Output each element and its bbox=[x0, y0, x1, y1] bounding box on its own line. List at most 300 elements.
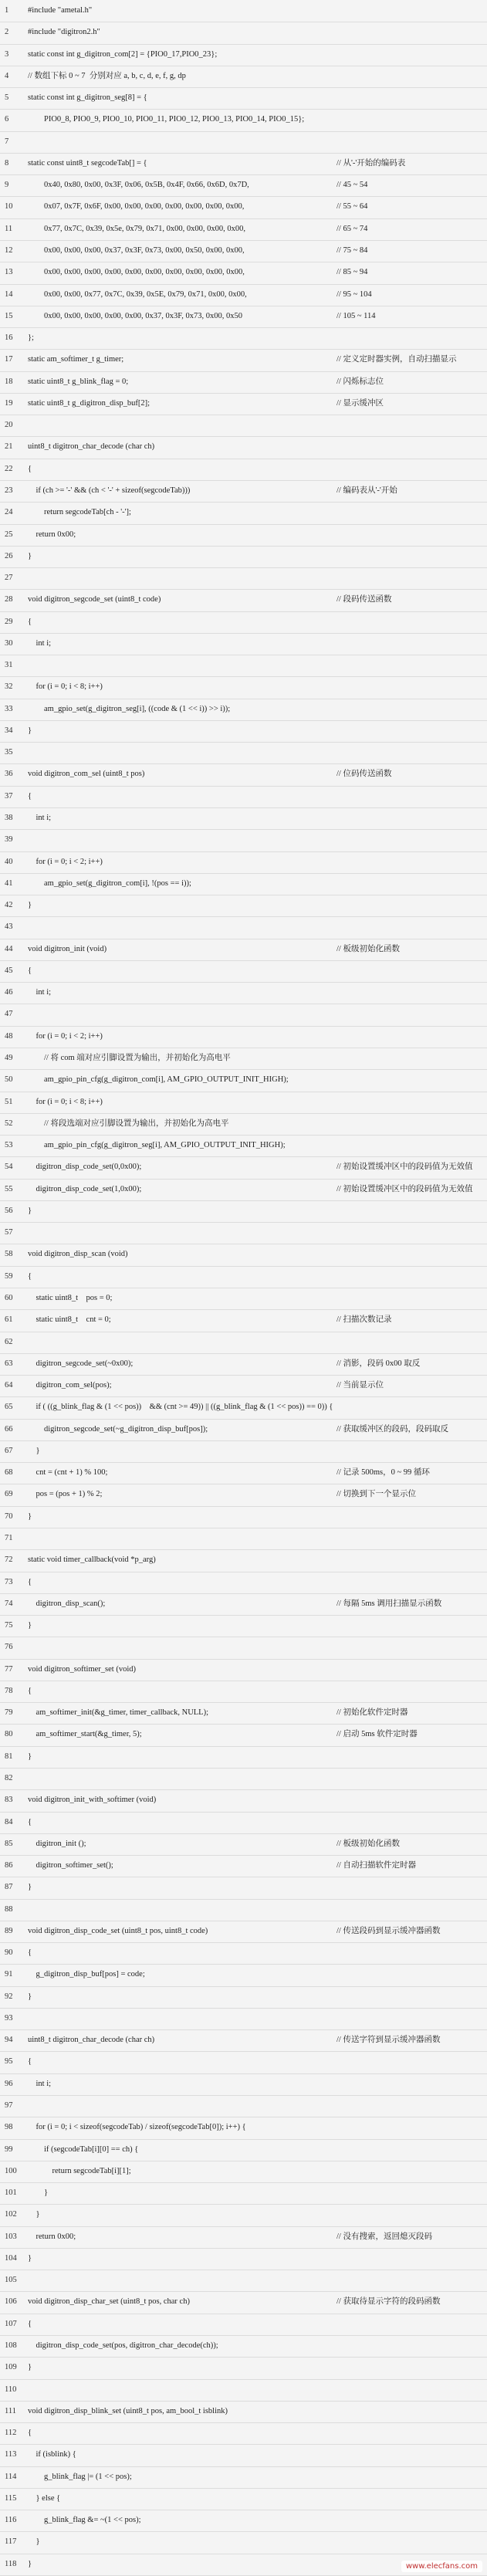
code-line bbox=[0, 2444, 487, 2466]
line-number: 56 bbox=[5, 1206, 13, 1215]
code-cell bbox=[28, 763, 481, 785]
line-number: 100 bbox=[5, 2166, 17, 2175]
line-number: 46 bbox=[5, 988, 13, 997]
code-line bbox=[0, 1528, 487, 1550]
code-text: static const uint8_t segcodeTab[] = { bbox=[28, 158, 147, 168]
comment-text: // 95 ~ 104 bbox=[337, 289, 372, 299]
code-line bbox=[0, 480, 487, 503]
code-text: am_softimer_start(&g_timer, 5); bbox=[28, 1730, 142, 1739]
code-text: } bbox=[28, 1752, 32, 1761]
line-number: 29 bbox=[5, 617, 13, 626]
line-number: 34 bbox=[5, 726, 13, 735]
code-line bbox=[0, 763, 487, 786]
code-text: }; bbox=[28, 333, 34, 343]
code-line bbox=[0, 131, 487, 154]
line-number: 23 bbox=[5, 486, 13, 495]
line-number: 85 bbox=[5, 1839, 13, 1848]
line-number: 40 bbox=[5, 857, 13, 866]
code-line bbox=[0, 1004, 487, 1026]
code-line bbox=[0, 939, 487, 961]
code-text: for (i = 0; i < 2; i++) bbox=[28, 857, 103, 866]
code-line bbox=[0, 1200, 487, 1223]
code-line bbox=[0, 1506, 487, 1528]
line-number: 70 bbox=[5, 1511, 13, 1521]
line-number: 5 bbox=[5, 93, 9, 103]
code-text: void digitron_disp_code_set (uint8_t pos, uint8_t code) bbox=[28, 1926, 208, 1935]
code-text: #include "ametal.h" bbox=[28, 6, 93, 15]
line-number: 53 bbox=[5, 1141, 13, 1150]
line-number: 15 bbox=[5, 311, 13, 320]
code-cell bbox=[28, 2531, 481, 2553]
line-number: 84 bbox=[5, 1817, 13, 1826]
code-line bbox=[0, 1026, 487, 1048]
code-cell bbox=[28, 1069, 481, 1091]
code-line bbox=[0, 87, 487, 110]
code-line bbox=[0, 1877, 487, 1899]
line-number: 107 bbox=[5, 2319, 17, 2328]
code-text: 0x00, 0x00, 0x00, 0x00, 0x00, 0x00, 0x00, 0x00, 0x00, 0x00, bbox=[28, 268, 245, 277]
line-number: 60 bbox=[5, 1294, 13, 1302]
comment-text: // 自动扫描软件定时器 bbox=[337, 1861, 416, 1870]
line-number: 38 bbox=[5, 814, 13, 823]
code-cell bbox=[28, 2161, 481, 2182]
code-text: digitron_segcode_set(~g_digitron_disp_buf[pos]); bbox=[28, 1424, 208, 1434]
line-number: 116 bbox=[5, 2516, 17, 2525]
code-cell bbox=[28, 1288, 481, 1309]
line-number: 117 bbox=[5, 2537, 17, 2547]
code-cell bbox=[28, 1092, 481, 1113]
line-number: 44 bbox=[5, 944, 13, 953]
code-cell bbox=[28, 153, 481, 174]
comment-text: // 传送段码到显示缓冲器函数 bbox=[337, 1926, 441, 1935]
code-text: cnt = (cnt + 1) % 100; bbox=[28, 1468, 108, 1478]
code-cell bbox=[28, 371, 481, 393]
code-text: 0x00, 0x00, 0x00, 0x37, 0x3F, 0x73, 0x00, 0x50, 0x00, 0x00, bbox=[28, 245, 245, 255]
code-line bbox=[0, 633, 487, 655]
code-line bbox=[0, 2226, 487, 2249]
line-number: 36 bbox=[5, 770, 13, 779]
code-cell bbox=[28, 939, 481, 960]
code-cell bbox=[28, 2510, 481, 2531]
code-text: static void timer_callback(void *p_arg) bbox=[28, 1555, 156, 1565]
code-line bbox=[0, 2008, 487, 2030]
code-line bbox=[0, 1440, 487, 1463]
line-number: 31 bbox=[5, 661, 13, 670]
line-number: 68 bbox=[5, 1468, 13, 1478]
code-text: void digitron_disp_char_set (uint8_t pos, char ch) bbox=[28, 2297, 190, 2307]
code-line bbox=[0, 2029, 487, 2052]
comment-text: // 启动 5ms 软件定时器 bbox=[337, 1730, 418, 1739]
code-text: static uint8_t pos = 0; bbox=[28, 1294, 113, 1302]
comment-text: // 传送字符到显示缓冲器函数 bbox=[337, 2036, 441, 2045]
line-number: 14 bbox=[5, 289, 13, 299]
code-line bbox=[0, 1222, 487, 1244]
code-line bbox=[0, 349, 487, 371]
code-cell bbox=[28, 1309, 481, 1331]
line-number: 94 bbox=[5, 2036, 13, 2045]
code-line bbox=[0, 2095, 487, 2117]
line-number: 27 bbox=[5, 574, 13, 583]
line-number: 2 bbox=[5, 28, 9, 37]
code-cell bbox=[28, 2314, 481, 2335]
code-text: static am_softimer_t g_timer; bbox=[28, 355, 124, 364]
line-number: 75 bbox=[5, 1621, 13, 1630]
comment-text: // 板级初始化函数 bbox=[337, 944, 400, 953]
code-cell bbox=[28, 1964, 481, 1985]
code-text: 0x07, 0x7F, 0x6F, 0x00, 0x00, 0x00, 0x00, 0x00, 0x00, 0x00, bbox=[28, 202, 245, 212]
code-cell bbox=[28, 786, 481, 807]
code-line bbox=[0, 1593, 487, 1616]
line-number: 21 bbox=[5, 442, 13, 452]
code-line bbox=[0, 1921, 487, 1943]
code-cell bbox=[28, 240, 481, 262]
code-line bbox=[0, 1375, 487, 1397]
code-text: int i; bbox=[28, 2079, 52, 2088]
code-cell bbox=[28, 699, 481, 720]
code-text: PIO0_8, PIO0_9, PIO0_10, PIO0_11, PIO0_12, PIO0_13, PIO0_14, PIO0_15}; bbox=[28, 115, 305, 124]
line-number: 64 bbox=[5, 1381, 13, 1390]
code-text: digitron_com_sel(pos); bbox=[28, 1381, 112, 1390]
code-cell bbox=[28, 196, 481, 218]
line-number: 98 bbox=[5, 2123, 13, 2132]
code-text: if ( ((g_blink_flag & (1 << pos)) && (cnt >= 49)) || ((g_blink_flag & (1 << pos)) == 0)) { bbox=[28, 1403, 333, 1412]
code-cell bbox=[28, 807, 481, 829]
code-line bbox=[0, 589, 487, 611]
code-cell bbox=[28, 1833, 481, 1855]
code-cell bbox=[28, 546, 481, 567]
code-text: // 将 com 端对应引脚设置为输出，并初始化为高电平 bbox=[28, 1054, 231, 1063]
line-number: 10 bbox=[5, 202, 13, 212]
code-line bbox=[0, 1288, 487, 1310]
code-line bbox=[0, 546, 487, 568]
code-cell bbox=[28, 480, 481, 502]
code-text: } bbox=[28, 1206, 32, 1215]
code-text: { bbox=[28, 1686, 32, 1695]
code-cell bbox=[28, 895, 481, 916]
code-line bbox=[0, 2248, 487, 2270]
code-line bbox=[0, 240, 487, 262]
code-cell bbox=[28, 611, 481, 633]
code-cell bbox=[28, 1789, 481, 1811]
code-line bbox=[0, 1986, 487, 2009]
code-line bbox=[0, 415, 487, 437]
comment-text: // 扫描次数记录 bbox=[337, 1315, 392, 1325]
code-text: g_blink_flag &= ~(1 << pos); bbox=[28, 2516, 141, 2525]
code-cell bbox=[28, 1681, 481, 1702]
code-line bbox=[0, 2139, 487, 2161]
code-line bbox=[0, 1484, 487, 1506]
code-text: for (i = 0; i < 8; i++) bbox=[28, 682, 103, 692]
code-line bbox=[0, 676, 487, 699]
code-cell bbox=[28, 1942, 481, 1964]
code-cell bbox=[28, 174, 481, 196]
line-number: 90 bbox=[5, 1948, 13, 1958]
line-number: 118 bbox=[5, 2559, 17, 2568]
code-text: { bbox=[28, 464, 32, 473]
line-number: 87 bbox=[5, 1883, 13, 1892]
code-line bbox=[0, 916, 487, 939]
line-number: 104 bbox=[5, 2253, 17, 2263]
code-text: void digitron_softimer_set (void) bbox=[28, 1664, 136, 1674]
code-text: 0x40, 0x80, 0x00, 0x3F, 0x06, 0x5B, 0x4F, 0x66, 0x6D, 0x7D, bbox=[28, 181, 249, 190]
comment-text: // 每隔 5ms 调用扫描显示函数 bbox=[337, 1599, 442, 1608]
code-text: g_blink_flag |= (1 << pos); bbox=[28, 2472, 132, 2481]
code-text: static uint8_t g_blink_flag = 0; bbox=[28, 377, 129, 386]
line-number: 7 bbox=[5, 137, 9, 146]
code-line bbox=[0, 393, 487, 415]
code-cell bbox=[28, 327, 481, 349]
line-number: 83 bbox=[5, 1796, 13, 1805]
line-number: 43 bbox=[5, 922, 13, 932]
comment-text: // 初始设置缓冲区中的段码值为无效值 bbox=[337, 1163, 473, 1172]
code-text: { bbox=[28, 1817, 32, 1826]
code-text: void digitron_disp_blink_set (uint8_t pos, am_bool_t isblink) bbox=[28, 2406, 228, 2415]
comment-text: // 获取待显示字符的段码函数 bbox=[337, 2297, 441, 2307]
code-text: } bbox=[28, 1883, 32, 1892]
code-cell bbox=[28, 109, 481, 130]
code-cell bbox=[28, 2051, 481, 2073]
code-text: } else { bbox=[28, 2493, 61, 2503]
code-text: if (ch >= '-' && (ch < '-' + sizeof(segcodeTab))) bbox=[28, 486, 191, 495]
code-cell bbox=[28, 459, 481, 480]
line-number: 65 bbox=[5, 1403, 13, 1412]
line-number: 18 bbox=[5, 377, 13, 386]
code-cell bbox=[28, 2204, 481, 2226]
line-number: 101 bbox=[5, 2188, 17, 2198]
code-line bbox=[0, 1702, 487, 1725]
comment-text: // 消影，段码 0x00 取反 bbox=[337, 1359, 421, 1368]
code-cell bbox=[28, 1877, 481, 1898]
code-cell bbox=[28, 1572, 481, 1593]
code-text: static const int g_digitron_seg[8] = { bbox=[28, 93, 147, 103]
code-text: { bbox=[28, 1577, 32, 1586]
code-text: } bbox=[28, 1511, 32, 1521]
code-line bbox=[0, 2510, 487, 2532]
line-number: 113 bbox=[5, 2450, 17, 2459]
line-number: 45 bbox=[5, 966, 13, 975]
line-number: 106 bbox=[5, 2297, 17, 2307]
line-number: 105 bbox=[5, 2276, 17, 2285]
code-text: int i; bbox=[28, 638, 52, 648]
code-line bbox=[0, 1572, 487, 1594]
code-text: digitron_disp_scan(); bbox=[28, 1599, 106, 1608]
line-number: 103 bbox=[5, 2232, 17, 2241]
line-number: 61 bbox=[5, 1315, 13, 1325]
line-number: 96 bbox=[5, 2079, 13, 2088]
code-line bbox=[0, 2422, 487, 2445]
code-text: am_softimer_init(&g_timer, timer_callback, NULL); bbox=[28, 1708, 209, 1718]
code-text: if (isblink) { bbox=[28, 2450, 76, 2459]
line-number: 33 bbox=[5, 704, 13, 713]
code-cell bbox=[28, 1659, 481, 1681]
line-number: 114 bbox=[5, 2472, 17, 2481]
code-cell bbox=[28, 1375, 481, 1396]
code-cell bbox=[28, 1048, 481, 1069]
code-text: } bbox=[28, 551, 32, 560]
code-line bbox=[0, 2531, 487, 2554]
code-text: { bbox=[28, 617, 32, 626]
code-line bbox=[0, 1681, 487, 1703]
code-text: digitron_disp_code_set(0,0x00); bbox=[28, 1163, 142, 1172]
code-cell bbox=[28, 1506, 481, 1528]
line-number: 4 bbox=[5, 71, 9, 80]
code-text: } bbox=[28, 726, 32, 735]
code-line bbox=[0, 371, 487, 394]
code-line bbox=[0, 2270, 487, 2292]
code-cell bbox=[28, 960, 481, 982]
code-text: void digitron_init_with_softimer (void) bbox=[28, 1796, 157, 1805]
code-text: return segcodeTab[ch - '-']; bbox=[28, 508, 131, 517]
code-cell bbox=[28, 873, 481, 895]
code-line bbox=[0, 1964, 487, 1986]
line-number: 39 bbox=[5, 835, 13, 845]
code-cell bbox=[28, 1549, 481, 1571]
comment-text: // 85 ~ 94 bbox=[337, 268, 368, 277]
line-number: 110 bbox=[5, 2385, 17, 2394]
code-cell bbox=[28, 87, 481, 109]
code-cell bbox=[28, 2357, 481, 2378]
code-cell bbox=[28, 2401, 481, 2422]
code-text: pos = (pos + 1) % 2; bbox=[28, 1490, 103, 1499]
code-line bbox=[0, 1048, 487, 1070]
code-line bbox=[0, 851, 487, 874]
code-line bbox=[0, 1244, 487, 1266]
comment-text: // 从'-'开始的编码表 bbox=[337, 158, 406, 168]
line-number: 8 bbox=[5, 158, 9, 168]
code-line bbox=[0, 196, 487, 218]
code-line bbox=[0, 2314, 487, 2336]
comment-text: // 65 ~ 74 bbox=[337, 224, 368, 233]
line-number: 42 bbox=[5, 901, 13, 910]
code-line bbox=[0, 1637, 487, 1659]
code-text: { bbox=[28, 2057, 32, 2067]
code-cell bbox=[28, 2073, 481, 2095]
code-line bbox=[0, 436, 487, 459]
code-text: void digitron_segcode_set (uint8_t code) bbox=[28, 595, 161, 604]
code-text: return segcodeTab[i][1]; bbox=[28, 2166, 131, 2175]
code-cell bbox=[28, 44, 481, 66]
line-number: 69 bbox=[5, 1490, 13, 1499]
code-cell bbox=[28, 1244, 481, 1265]
code-line bbox=[0, 459, 487, 481]
code-line bbox=[0, 2488, 487, 2510]
code-line bbox=[0, 895, 487, 917]
code-cell bbox=[28, 218, 481, 240]
code-text: uint8_t digitron_char_decode (char ch) bbox=[28, 2036, 155, 2045]
code-line bbox=[0, 44, 487, 66]
line-number: 47 bbox=[5, 1010, 13, 1019]
line-number: 1 bbox=[5, 6, 9, 15]
code-cell bbox=[28, 2139, 481, 2161]
line-number: 57 bbox=[5, 1228, 13, 1237]
code-line bbox=[0, 1179, 487, 1201]
line-number: 9 bbox=[5, 181, 9, 190]
line-number: 25 bbox=[5, 530, 13, 539]
line-number: 22 bbox=[5, 464, 13, 473]
line-number: 17 bbox=[5, 355, 13, 364]
code-text: static uint8_t cnt = 0; bbox=[28, 1315, 111, 1325]
code-text: for (i = 0; i < sizeof(segcodeTab) / sizeof(segcodeTab[0]); i++) { bbox=[28, 2123, 246, 2132]
code-line bbox=[0, 218, 487, 241]
code-line bbox=[0, 655, 487, 677]
comment-text: // 编码表从'-'开始 bbox=[337, 486, 397, 495]
code-text: digitron_disp_code_set(1,0x00); bbox=[28, 1184, 142, 1193]
code-cell bbox=[28, 1702, 481, 1724]
line-number: 67 bbox=[5, 1446, 13, 1455]
comment-text: // 初始设置缓冲区中的段码值为无效值 bbox=[337, 1184, 473, 1193]
comment-text: // 获取缓冲区的段码，段码取反 bbox=[337, 1424, 448, 1434]
code-line bbox=[0, 829, 487, 851]
code-line bbox=[0, 1353, 487, 1376]
code-line bbox=[0, 1419, 487, 1441]
line-number: 81 bbox=[5, 1752, 13, 1761]
code-cell bbox=[28, 2466, 481, 2488]
line-number: 91 bbox=[5, 1970, 13, 1979]
comment-text: // 板级初始化函数 bbox=[337, 1839, 400, 1848]
code-line bbox=[0, 1659, 487, 1681]
code-line bbox=[0, 327, 487, 350]
code-cell bbox=[28, 436, 481, 458]
code-cell bbox=[28, 1440, 481, 1462]
code-text: { bbox=[28, 1271, 32, 1281]
line-number: 30 bbox=[5, 638, 13, 648]
code-line bbox=[0, 2051, 487, 2073]
comment-text: // 位码传送函数 bbox=[337, 770, 392, 779]
code-cell bbox=[28, 1266, 481, 1288]
code-line bbox=[0, 1855, 487, 1877]
code-text: if (segcodeTab[i][0] == ch) { bbox=[28, 2144, 139, 2154]
code-text: return 0x00; bbox=[28, 2232, 76, 2241]
line-number: 24 bbox=[5, 508, 13, 517]
line-number: 73 bbox=[5, 1577, 13, 1586]
code-line bbox=[0, 1396, 487, 1419]
code-text: } bbox=[28, 1446, 40, 1455]
line-number: 49 bbox=[5, 1054, 13, 1063]
code-text: } bbox=[28, 901, 32, 910]
line-number: 3 bbox=[5, 49, 9, 59]
code-line bbox=[0, 153, 487, 175]
code-text: void digitron_init (void) bbox=[28, 944, 107, 953]
line-number: 74 bbox=[5, 1599, 13, 1608]
code-line bbox=[0, 524, 487, 547]
line-number: 50 bbox=[5, 1075, 13, 1085]
code-line bbox=[0, 1135, 487, 1157]
line-number: 82 bbox=[5, 1773, 13, 1782]
code-text: } bbox=[28, 2363, 32, 2372]
comment-text: // 定义定时器实例，自动扫描显示 bbox=[337, 355, 457, 364]
code-line bbox=[0, 982, 487, 1004]
line-number: 16 bbox=[5, 333, 13, 343]
line-number: 111 bbox=[5, 2406, 16, 2415]
code-cell bbox=[28, 524, 481, 546]
code-text: uint8_t digitron_char_decode (char ch) bbox=[28, 442, 155, 452]
code-line bbox=[0, 109, 487, 131]
line-number: 93 bbox=[5, 2013, 13, 2023]
code-line bbox=[0, 502, 487, 524]
code-text: static uint8_t g_digitron_disp_buf[2]; bbox=[28, 398, 150, 408]
line-number: 54 bbox=[5, 1163, 13, 1172]
code-text: am_gpio_pin_cfg(g_digitron_com[i], AM_GPIO_OUTPUT_INIT_HIGH); bbox=[28, 1075, 289, 1085]
code-cell bbox=[28, 66, 481, 87]
comment-text: // 段码传送函数 bbox=[337, 595, 392, 604]
comment-text: // 45 ~ 54 bbox=[337, 181, 368, 190]
line-number: 6 bbox=[5, 115, 9, 124]
line-number: 72 bbox=[5, 1555, 13, 1565]
code-line bbox=[0, 1789, 487, 1812]
code-line bbox=[0, 1309, 487, 1332]
comment-text: // 初始化软件定时器 bbox=[337, 1708, 408, 1718]
code-line bbox=[0, 2117, 487, 2139]
